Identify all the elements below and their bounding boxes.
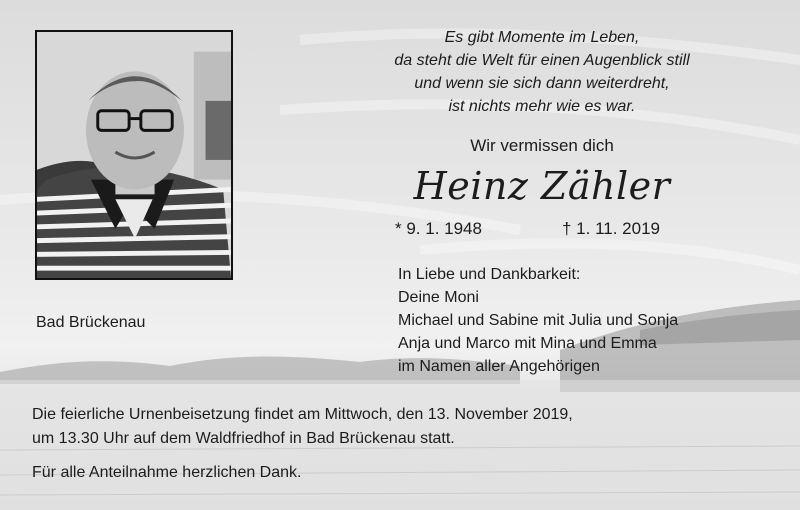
verse-line: ist nichts mehr wie es war. [448,98,636,115]
birth-date: * 9. 1. 1948 [395,219,482,238]
funeral-notice [32,403,573,451]
place-name: Bad Brückenau [36,314,146,331]
death-date: † 1. 11. 2019 [562,219,660,238]
mourner-line: In Liebe und Dankbarkeit: [398,266,581,283]
verse-line: da steht die Welt für einen Augenblick still [394,52,690,69]
verse-line: und wenn sie sich dann weiterdreht, [414,75,670,92]
deceased-name: Heinz Zähler [413,164,671,208]
mourners-list [398,263,678,378]
mourner-line: im Namen aller Angehörigen [398,358,600,375]
notice-line: Die feierliche Urnenbeisetzung findet am Mittwoch, den 13. November 2019, [32,406,573,423]
notice-line: um 13.30 Uhr auf dem Waldfriedhof in Bad Brückenau statt. [32,430,455,447]
miss-text: Wir vermissen dich [470,136,614,155]
portrait-photo [35,30,233,280]
mourner-line: Anja und Marco mit Mina und Emma [398,335,657,352]
memorial-verse [330,26,754,118]
verse-line: Es gibt Momente im Leben, [444,29,640,46]
mourner-line: Deine Moni [398,289,479,306]
closing-thanks: Für alle Anteilnahme herzlichen Dank. [32,464,302,481]
mourner-line: Michael und Sabine mit Julia und Sonja [398,312,679,329]
